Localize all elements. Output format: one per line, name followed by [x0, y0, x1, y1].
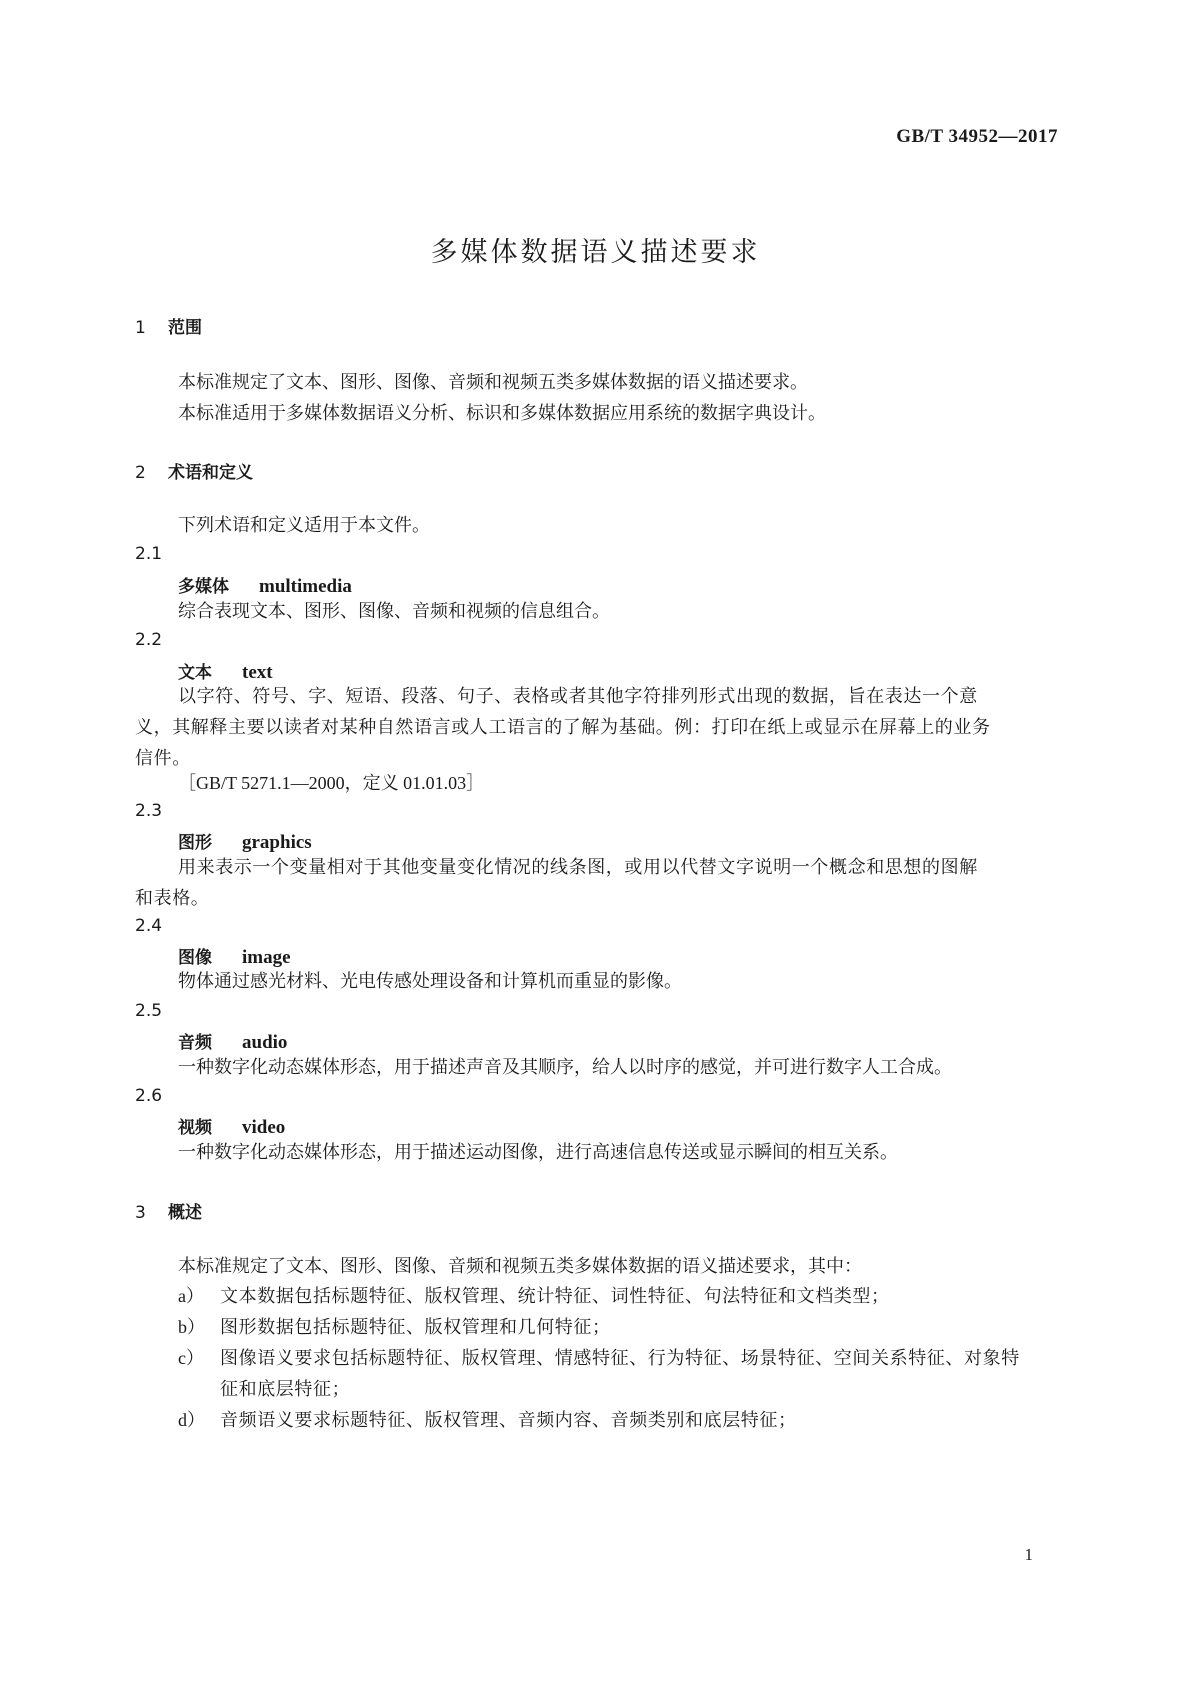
term-heading	[178, 1113, 285, 1139]
term-definition: 一种数字化动态媒体形态，用于描述声音及其顺序，给人以时序的感觉，并可进行数字人工合成。	[178, 1057, 952, 1078]
list-text: 文本数据包括标题特征、版权管理、统计特征、词性特征、句法特征和文档类型；	[220, 1286, 890, 1307]
list-item	[178, 1405, 1058, 1436]
term-en: image	[242, 947, 291, 968]
term-definition: 物体通过感光材料、光电传感处理设备和计算机而重显的影像。	[178, 971, 682, 992]
section-number: 1	[135, 318, 146, 338]
term-zh: 多媒体	[178, 577, 229, 597]
term-zh: 音频	[178, 1033, 212, 1053]
term-definition: 综合表现文本、图形、图像、音频和视频的信息组合。	[178, 601, 610, 622]
section-title: 概述	[168, 1203, 202, 1223]
term-heading	[178, 1028, 287, 1054]
section-title: 术语和定义	[168, 463, 253, 483]
term-en: graphics	[242, 832, 312, 853]
term-heading	[178, 828, 312, 854]
term-number: 2.5	[135, 1001, 163, 1021]
term-number: 2.6	[135, 1086, 163, 1106]
terms-intro: 下列术语和定义适用于本文件。	[178, 515, 430, 536]
term-en: multimedia	[259, 576, 352, 597]
term-zh: 图像	[178, 948, 212, 968]
term-number: 2.4	[135, 916, 163, 936]
term-definition: 用来表示一个变量相对于其他变量变化情况的线条图，或用以代替文字说明一个概念和思想的图解和表格。	[135, 857, 978, 909]
overview-intro: 本标准规定了文本、图形、图像、音频和视频五类多媒体数据的语义描述要求，其中：	[178, 1256, 862, 1277]
standard-code: GB/T 34952—2017	[896, 126, 1058, 147]
section-heading-scope	[135, 313, 202, 338]
term-definition: 一种数字化动态媒体形态，用于描述运动图像，进行高速信息传送或显示瞬间的相互关系。	[178, 1142, 898, 1163]
section-heading-overview	[135, 1198, 202, 1223]
section-title: 范围	[168, 318, 202, 338]
list-label: b）	[178, 1317, 205, 1337]
term-number: 2.1	[135, 544, 163, 564]
list-text: 图像语义要求包括标题特征、版权管理、情感特征、行为特征、场景特征、空间关系特征、对象特征和底层特征；	[220, 1348, 1020, 1400]
page-number: 1	[1024, 1545, 1033, 1564]
term-en: video	[242, 1117, 286, 1138]
scope-paragraph: 本标准规定了文本、图形、图像、音频和视频五类多媒体数据的语义描述要求。	[178, 372, 808, 393]
list-item	[178, 1343, 1028, 1405]
term-definition: 以字符、符号、字、短语、段落、句子、表格或者其他字符排列形式出现的数据，旨在表达一个意义，其解释主要以读者对某种自然语言或人工语言的了解为基础。例：打印在纸上或显示在屏幕上的业务信件。	[135, 686, 991, 769]
list-item	[178, 1281, 1058, 1312]
term-number: 2.2	[135, 630, 163, 650]
list-label: a）	[178, 1286, 204, 1306]
term-zh: 文本	[178, 663, 212, 683]
term-heading	[178, 572, 352, 598]
section-heading-terms	[135, 458, 253, 483]
list-label: d）	[178, 1410, 205, 1430]
section-number: 2	[135, 463, 146, 483]
term-en: text	[242, 662, 273, 683]
term-zh: 视频	[178, 1118, 212, 1138]
term-source: ［GB/T 5271.1—2000，定义 01.01.03］	[178, 773, 485, 793]
document-title: 多媒体数据语义描述要求	[430, 237, 761, 268]
term-number: 2.3	[135, 801, 163, 821]
list-label: c）	[178, 1348, 204, 1368]
list-text: 音频语义要求标题特征、版权管理、音频内容、音频类别和底层特征；	[220, 1410, 797, 1431]
section-number: 3	[135, 1203, 146, 1223]
term-en: audio	[242, 1032, 288, 1053]
scope-paragraph: 本标准适用于多媒体数据语义分析、标识和多媒体数据应用系统的数据字典设计。	[178, 403, 826, 424]
list-item	[178, 1312, 1058, 1343]
term-zh: 图形	[178, 833, 212, 853]
list-text: 图形数据包括标题特征、版权管理和几何特征；	[220, 1317, 611, 1338]
